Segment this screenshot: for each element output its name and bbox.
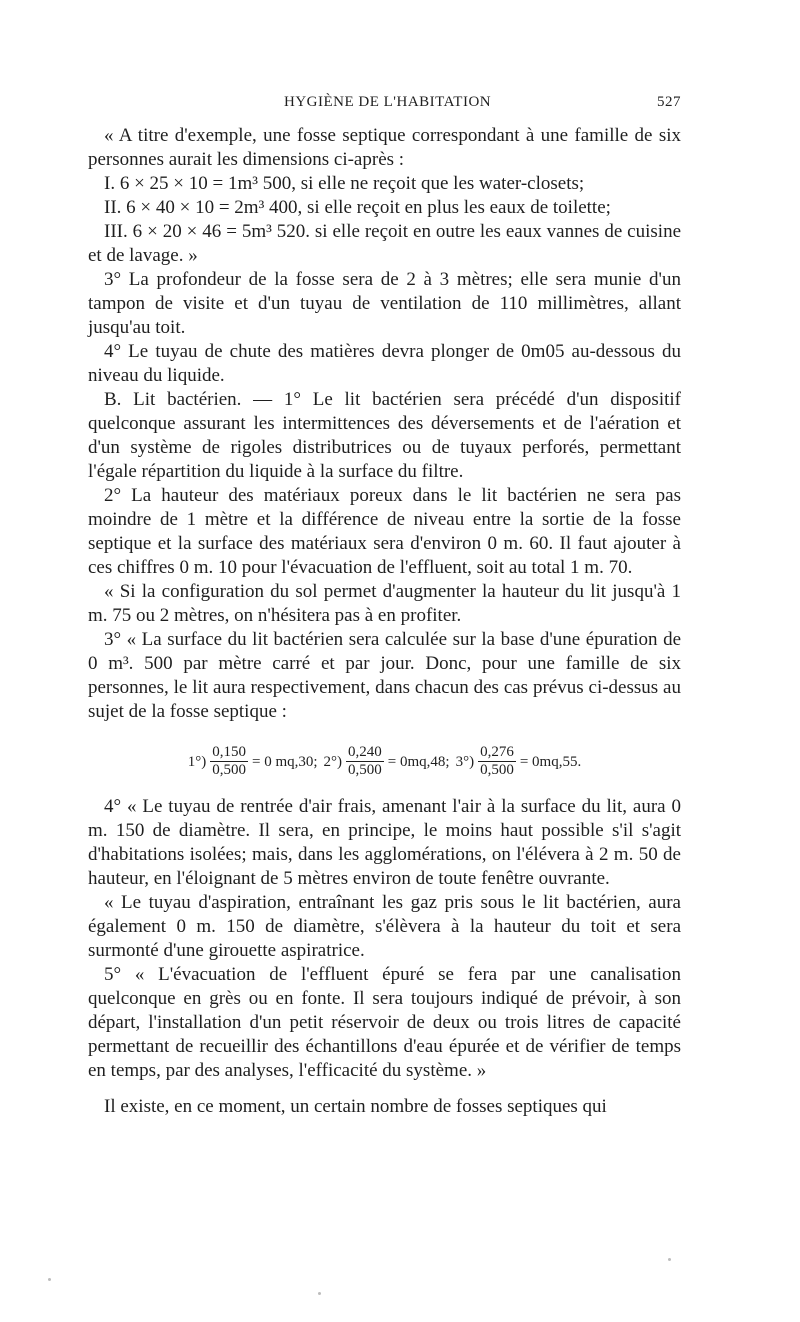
- paragraph: B. Lit bactérien. — 1° Le lit bactérien sera précédé d'un dispositif quelconque assurant les intermittences des déversements et de l'aération et d'un système de rigoles distributrices ou de tuyaux perforés, permettant l'égale répartition du liquide à la surface du filtre.: [88, 389, 681, 482]
- paragraph: 2° La hauteur des matériaux poreux dans le lit bactérien ne sera pas moindre de 1 mètre et la différence de niveau entre la sortie de la fosse septique et la surface des matériaux sera d'environ 0 m. 60. Il faut ajouter à ces chiffres 0 m. 10 pour l'évacuation de l'effluent, soit au total 1 m. 70.: [88, 485, 681, 578]
- formula-term: [324, 744, 450, 779]
- surface-formula: [88, 744, 681, 779]
- paper-speck: [668, 1258, 671, 1261]
- paper-speck: [318, 1292, 321, 1295]
- formula-label: 1°): [187, 753, 207, 770]
- fraction: [346, 744, 384, 779]
- paragraph: 4° Le tuyau de chute des matières devra plonger de 0m05 au-dessous du niveau du liquide.: [88, 341, 681, 386]
- paragraph: 4° « Le tuyau de rentrée d'air frais, amenant l'air à la surface du lit, aura 0 m. 150 de diamètre. Il sera, en principe, le moins haut possible s'il s'agit d'habitations isolées; mais, dans les agglomérations, on l'élévera à 2 m. 50 de hauteur, en l'éloignant de 5 mètres environ de toute fenêtre ouvrante.: [88, 796, 681, 889]
- formula-label: 2°): [323, 753, 343, 770]
- fraction-denominator: 0,500: [348, 762, 382, 778]
- formula-result: = 0mq,48;: [387, 753, 450, 770]
- fraction-denominator: 0,500: [480, 762, 514, 778]
- fraction-denominator: 0,500: [212, 762, 246, 778]
- paragraph: 5° « L'évacuation de l'effluent épuré se fera par une canalisation quelconque en grès ou en fonte. Il sera toujours indiqué de prévoir, à son départ, l'installation d'un petit réservoir de deux ou trois litres de capacité permettant de recueillir des échantillons d'eau épurée et de vérifier de temps en temps, par des analyses, l'efficacité du système. »: [88, 964, 681, 1081]
- paper-speck: [48, 1278, 51, 1281]
- running-title: HYGIÈNE DE L'HABITATION: [284, 94, 492, 110]
- dimension-line-2: II. 6 × 40 × 10 = 2m³ 400, si elle reçoit en plus les eaux de toilette;: [104, 197, 611, 218]
- paragraph: « Le tuyau d'aspiration, entraînant les gaz pris sous le lit bactérien, aura également 0 m. 150 de diamètre, s'élèvera à la hauteur du toit et sera surmonté d'une girouette aspiratrice.: [88, 892, 681, 961]
- paragraph: « Si la configuration du sol permet d'augmenter la hauteur du lit jusqu'à 1 m. 75 ou 2 mètres, on n'hésitera pas à en profiter.: [88, 581, 681, 626]
- formula-result: = 0 mq,30;: [252, 753, 318, 770]
- formula-label: 3°): [455, 753, 475, 770]
- fraction-numerator: 0,150: [212, 744, 246, 760]
- formula-term: [188, 744, 318, 779]
- dimension-line-3: III. 6 × 20 × 46 = 5m³ 520. si elle reçoit en outre les eaux vannes de cuisine et de lavage. »: [88, 221, 681, 266]
- paragraph: Il existe, en ce moment, un certain nombre de fosses septiques qui: [104, 1096, 607, 1117]
- dimension-line-1: I. 6 × 25 × 10 = 1m³ 500, si elle ne reçoit que les water-closets;: [104, 173, 585, 194]
- running-header: [88, 94, 681, 114]
- fraction: [210, 744, 248, 779]
- fraction: [478, 744, 516, 779]
- page-body: [88, 124, 681, 1119]
- formula-term: [456, 744, 582, 779]
- paragraph: 3° « La surface du lit bactérien sera calculée sur la base d'une épuration de 0 m³. 500 par mètre carré et par jour. Donc, pour une famille de six personnes, le lit aura respectivement, dans chacun des cas prévus ci-dessus au sujet de la fosse septique :: [88, 629, 681, 722]
- page-number: 527: [657, 94, 681, 110]
- formula-result: = 0mq,55.: [519, 753, 582, 770]
- fraction-numerator: 0,240: [348, 744, 382, 760]
- paragraph: « A titre d'exemple, une fosse septique correspondant à une famille de six personnes aurait les dimensions ci-après :: [88, 125, 681, 170]
- paragraph: 3° La profondeur de la fosse sera de 2 à 3 mètres; elle sera munie d'un tampon de visite et d'un tuyau de ventilation de 110 millimètres, allant jusqu'au toit.: [88, 269, 681, 338]
- fraction-numerator: 0,276: [480, 744, 514, 760]
